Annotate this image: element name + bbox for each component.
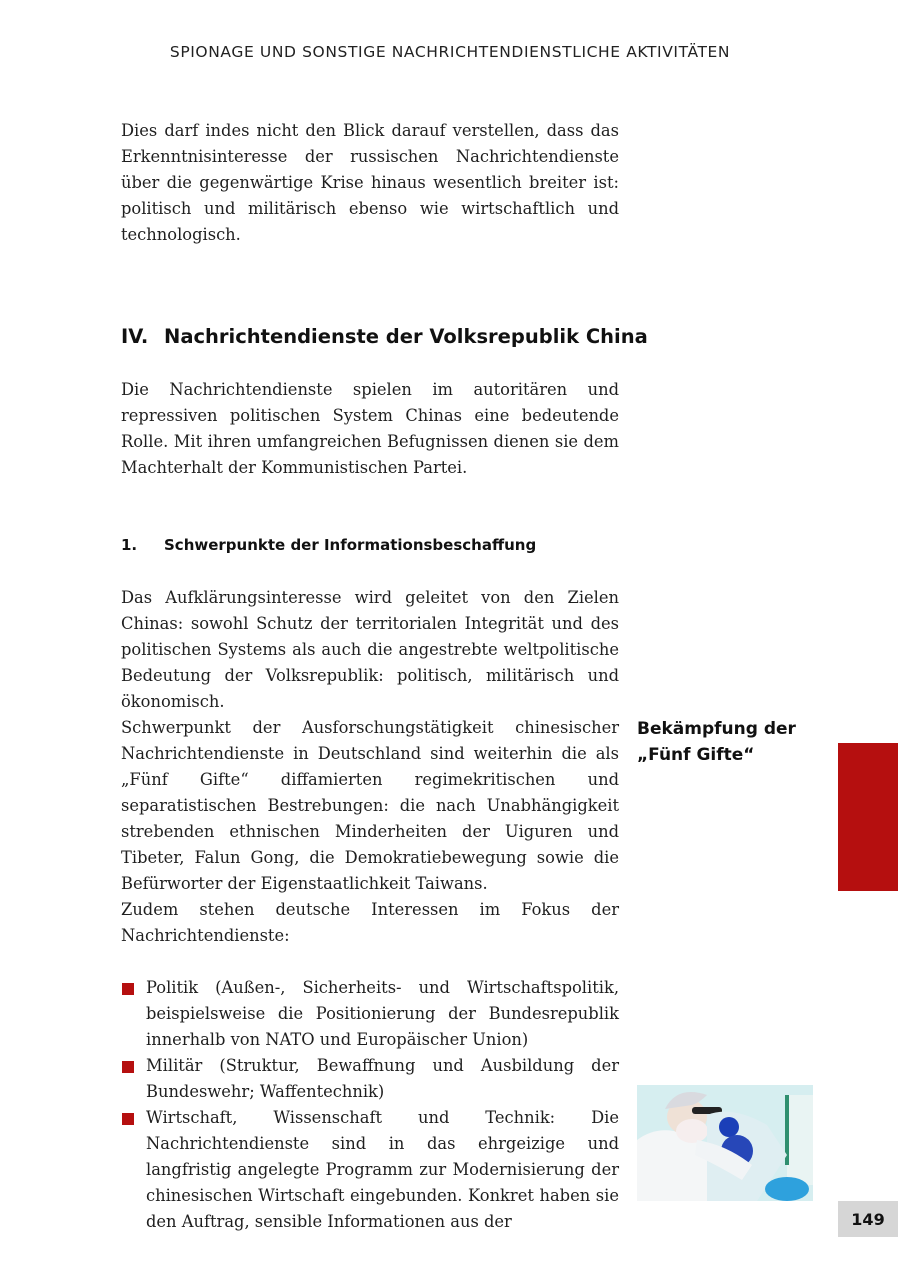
german-interests-paragraph: Zudem stehen deutsche Interessen im Fokus der Nachrichtendienste: xyxy=(121,900,619,945)
intro-paragraph: Dies darf indes nicht den Blick darauf verstellen, dass das Erkenntnisinteresse der russischen Nachrichtendienste über die gegenwärtige Krise hinaus wesentlich breiter ist: politisch und militärisch ebenso wie wirtschaftlich und technologisch. xyxy=(121,121,619,244)
china-intro-paragraph: Die Nachrichtendienste spielen im autoritären und repressiven politischen System Chinas eine bedeutende Rolle. Mit ihren umfangreichen Befugnissen dienen sie dem Machterhalt der Kommunistischen Partei. xyxy=(121,380,619,477)
list-item xyxy=(121,975,619,1053)
subsection-heading xyxy=(121,536,536,554)
margin-note-line1: Bekämpfung der xyxy=(637,719,796,739)
subsection-number: 1. xyxy=(121,536,138,554)
margin-note xyxy=(637,716,817,768)
list-item-text: Wirtschaft, Wissenschaft und Technik: Die Nachrichtendienste sind in das ehrgeizige und langfristig angelegte Programm zur Modernisierung der chinesischen Wirtschaft eingebunden. Konkret haben sie den Auftrag, sensible Informationen aus der xyxy=(146,1108,619,1231)
photo-illustration xyxy=(637,1085,813,1201)
list-item xyxy=(121,1053,619,1105)
interest-list xyxy=(121,975,619,1235)
list-item-text: Politik (Außen-, Sicherheits- und Wirtschaftspolitik, beispielsweise die Positionierung der Bundesrepublik innerhalb von NATO und Europäischer Union) xyxy=(146,978,619,1049)
interest-paragraph: Das Aufklärungsinteresse wird geleitet von den Zielen Chinas: sowohl Schutz der territorialen Integrität und des politischen Systems als auch die angestrebte weltpolitische Bedeutung der Volksrepublik: politisch, militärisch und ökonomisch. xyxy=(121,588,619,711)
page-number: 149 xyxy=(838,1201,898,1237)
section-heading xyxy=(121,325,648,348)
chapter-tab xyxy=(838,743,898,891)
list-item-text: Militär (Struktur, Bewaffnung und Ausbildung der Bundeswehr; Waffentechnik) xyxy=(146,1056,619,1101)
list-item xyxy=(121,1105,619,1235)
section-title: Nachrichtendienste der Volksrepublik China xyxy=(164,325,648,348)
focus-paragraph: Schwerpunkt der Ausforschungstätigkeit chinesischer Nachrichtendienste in Deutschland sind weiterhin die als „Fünf Gifte“ diffamierten regimekritischen und separatistischen Bestrebungen: die nach Unabhängigkeit strebenden ethnischen Minderheiten der Uiguren und Tibeter, Falun Gong, die Demokratiebewegung sowie die Befürworter der Eigenstaatlichkeit Taiwans. xyxy=(121,718,619,893)
running-head: SPIONAGE UND SONSTIGE NACHRICHTENDIENSTLICHE AKTIVITÄTEN xyxy=(169,43,731,61)
margin-note-line2: „Fünf Gifte“ xyxy=(637,745,755,765)
section-number: IV. xyxy=(121,325,149,348)
bullet-square-icon xyxy=(122,983,134,995)
bullet-square-icon xyxy=(122,1113,134,1125)
bullet-square-icon xyxy=(122,1061,134,1073)
lab-researcher-photo xyxy=(637,1085,813,1201)
subsection-title: Schwerpunkte der Informationsbeschaffung xyxy=(164,536,537,554)
